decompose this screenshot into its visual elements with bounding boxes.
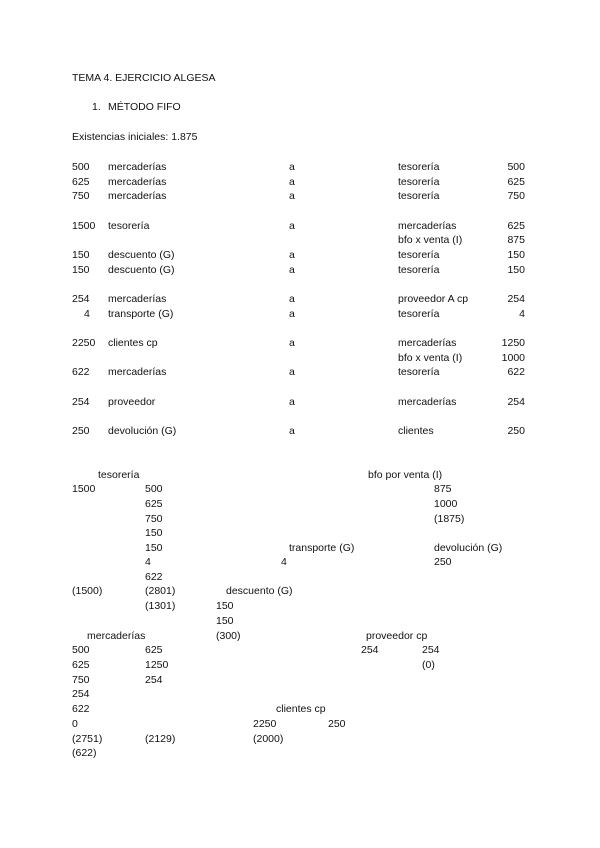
entry-debit-account: proveedor bbox=[108, 396, 156, 408]
ledger-value: 625 bbox=[145, 498, 163, 510]
ledger-value: 750 bbox=[72, 674, 90, 686]
entry-debit-account: descuento (G) bbox=[108, 249, 175, 261]
ledger-value: (0) bbox=[422, 659, 435, 671]
ledger-value: (1500) bbox=[72, 585, 103, 597]
ledger-value: 500 bbox=[145, 483, 163, 495]
ledger-value: 254 bbox=[145, 674, 163, 686]
entry-debit-account: descuento (G) bbox=[108, 264, 175, 276]
entry-credit-account: tesorería bbox=[398, 366, 440, 378]
entry-debit-account: tesorería bbox=[108, 220, 150, 232]
entry-credit-amount: 1000 bbox=[501, 352, 525, 364]
entry-debit-account: mercaderías bbox=[108, 366, 167, 378]
ledger-heading: proveedor cp bbox=[366, 630, 428, 642]
ledger-value: 625 bbox=[72, 659, 90, 671]
ledger-value: (1875) bbox=[434, 513, 465, 525]
ledger-value: (2000) bbox=[253, 733, 284, 745]
ledger-value: 500 bbox=[72, 644, 90, 656]
entry-credit-account: proveedor A cp bbox=[398, 293, 469, 305]
entry-amount: 150 bbox=[72, 264, 90, 276]
entry-connector: a bbox=[289, 366, 295, 378]
entry-debit-account: devolución (G) bbox=[108, 425, 177, 437]
entry-debit-account: transporte (G) bbox=[108, 308, 174, 320]
entry-credit-account: tesorería bbox=[398, 308, 440, 320]
entry-debit-account: mercaderías bbox=[108, 190, 167, 202]
ledger-value: 1000 bbox=[434, 498, 458, 510]
entry-credit-account: bfo x venta (I) bbox=[398, 234, 463, 246]
entry-credit-account: mercaderías bbox=[398, 396, 457, 408]
entry-connector: a bbox=[289, 425, 295, 437]
entry-amount: 622 bbox=[72, 366, 90, 378]
ledger-heading: mercaderías bbox=[87, 630, 146, 642]
entry-amount: 500 bbox=[72, 161, 90, 173]
ledger-value: (622) bbox=[72, 747, 97, 759]
entry-credit-amount: 875 bbox=[507, 234, 525, 246]
entry-amount: 250 bbox=[72, 425, 90, 437]
entry-connector: a bbox=[289, 161, 295, 173]
entry-connector: a bbox=[289, 308, 295, 320]
entry-amount: 254 bbox=[72, 396, 90, 408]
entry-credit-amount: 150 bbox=[507, 249, 525, 261]
ledger-value: 625 bbox=[145, 644, 163, 656]
entry-amount: 2250 bbox=[72, 337, 96, 349]
entry-connector: a bbox=[289, 249, 295, 261]
ledger-value: 150 bbox=[145, 542, 163, 554]
ledger-heading: transporte (G) bbox=[289, 542, 355, 554]
ledger-heading: bfo por venta (I) bbox=[368, 469, 443, 481]
entry-credit-account: mercaderías bbox=[398, 220, 457, 232]
entry-credit-amount: 4 bbox=[519, 308, 525, 320]
entry-credit-account: tesorería bbox=[398, 190, 440, 202]
ledger-value: (1301) bbox=[145, 600, 176, 612]
ledger-value: (2801) bbox=[145, 585, 176, 597]
ledger-heading: tesorería bbox=[98, 469, 140, 481]
ledger-value: 254 bbox=[72, 688, 90, 700]
entry-connector: a bbox=[289, 264, 295, 276]
ledger-value: 150 bbox=[216, 615, 234, 627]
entry-amount: 4 bbox=[84, 308, 90, 320]
entry-credit-account: tesorería bbox=[398, 249, 440, 261]
entry-credit-account: clientes bbox=[398, 425, 434, 437]
entry-credit-amount: 622 bbox=[507, 366, 525, 378]
ledger-heading: descuento (G) bbox=[226, 585, 293, 597]
ledger-value: 750 bbox=[145, 513, 163, 525]
ledger-value: 2250 bbox=[253, 718, 277, 730]
entry-credit-amount: 1250 bbox=[501, 337, 525, 349]
ledger-heading: devolución (G) bbox=[434, 542, 503, 554]
entry-connector: a bbox=[289, 220, 295, 232]
section-heading: MÉTODO FIFO bbox=[108, 101, 181, 113]
ledger-value: 150 bbox=[145, 527, 163, 539]
ledger-heading: clientes cp bbox=[276, 703, 326, 715]
ledger-value: 0 bbox=[72, 718, 78, 730]
ledger-value: (300) bbox=[216, 630, 241, 642]
ledger-value: 875 bbox=[434, 483, 452, 495]
ledger-value: 150 bbox=[216, 600, 234, 612]
ledger-value: 622 bbox=[72, 703, 90, 715]
entry-connector: a bbox=[289, 190, 295, 202]
ledger-value: 254 bbox=[361, 644, 379, 656]
ledger-value: 1500 bbox=[72, 483, 96, 495]
ledger-value: 4 bbox=[281, 556, 287, 568]
ledger-value: 250 bbox=[328, 718, 346, 730]
entry-credit-amount: 250 bbox=[507, 425, 525, 437]
entry-debit-account: mercaderías bbox=[108, 293, 167, 305]
entry-debit-account: mercaderías bbox=[108, 161, 167, 173]
entry-debit-account: clientes cp bbox=[108, 337, 158, 349]
entry-credit-amount: 254 bbox=[507, 293, 525, 305]
entry-amount: 625 bbox=[72, 176, 90, 188]
entry-amount: 1500 bbox=[72, 220, 96, 232]
document-title: TEMA 4. EJERCICIO ALGESA bbox=[72, 72, 216, 84]
ledger-value: 1250 bbox=[145, 659, 169, 671]
ledger-value: 254 bbox=[422, 644, 440, 656]
entry-credit-amount: 625 bbox=[507, 220, 525, 232]
ledger-value: 622 bbox=[145, 571, 163, 583]
ledger-value: 250 bbox=[434, 556, 452, 568]
entry-credit-account: tesorería bbox=[398, 264, 440, 276]
ledger-value: (2129) bbox=[145, 733, 176, 745]
entry-connector: a bbox=[289, 176, 295, 188]
entry-credit-account: mercaderías bbox=[398, 337, 457, 349]
initial-stock-line: Existencias iniciales: 1.875 bbox=[72, 131, 198, 143]
ledger-value: (2751) bbox=[72, 733, 103, 745]
entry-connector: a bbox=[289, 396, 295, 408]
entry-debit-account: mercaderías bbox=[108, 176, 167, 188]
entry-credit-account: tesorería bbox=[398, 161, 440, 173]
entry-amount: 150 bbox=[72, 249, 90, 261]
entry-credit-amount: 750 bbox=[507, 190, 525, 202]
entry-connector: a bbox=[289, 337, 295, 349]
entry-credit-account: bfo x venta (I) bbox=[398, 352, 463, 364]
entry-credit-amount: 625 bbox=[507, 176, 525, 188]
entry-amount: 254 bbox=[72, 293, 90, 305]
entry-credit-amount: 254 bbox=[507, 396, 525, 408]
entry-amount: 750 bbox=[72, 190, 90, 202]
entry-credit-amount: 500 bbox=[507, 161, 525, 173]
entry-connector: a bbox=[289, 293, 295, 305]
section-number: 1. bbox=[92, 101, 101, 113]
entry-credit-amount: 150 bbox=[507, 264, 525, 276]
entry-credit-account: tesorería bbox=[398, 176, 440, 188]
ledger-value: 4 bbox=[145, 556, 151, 568]
